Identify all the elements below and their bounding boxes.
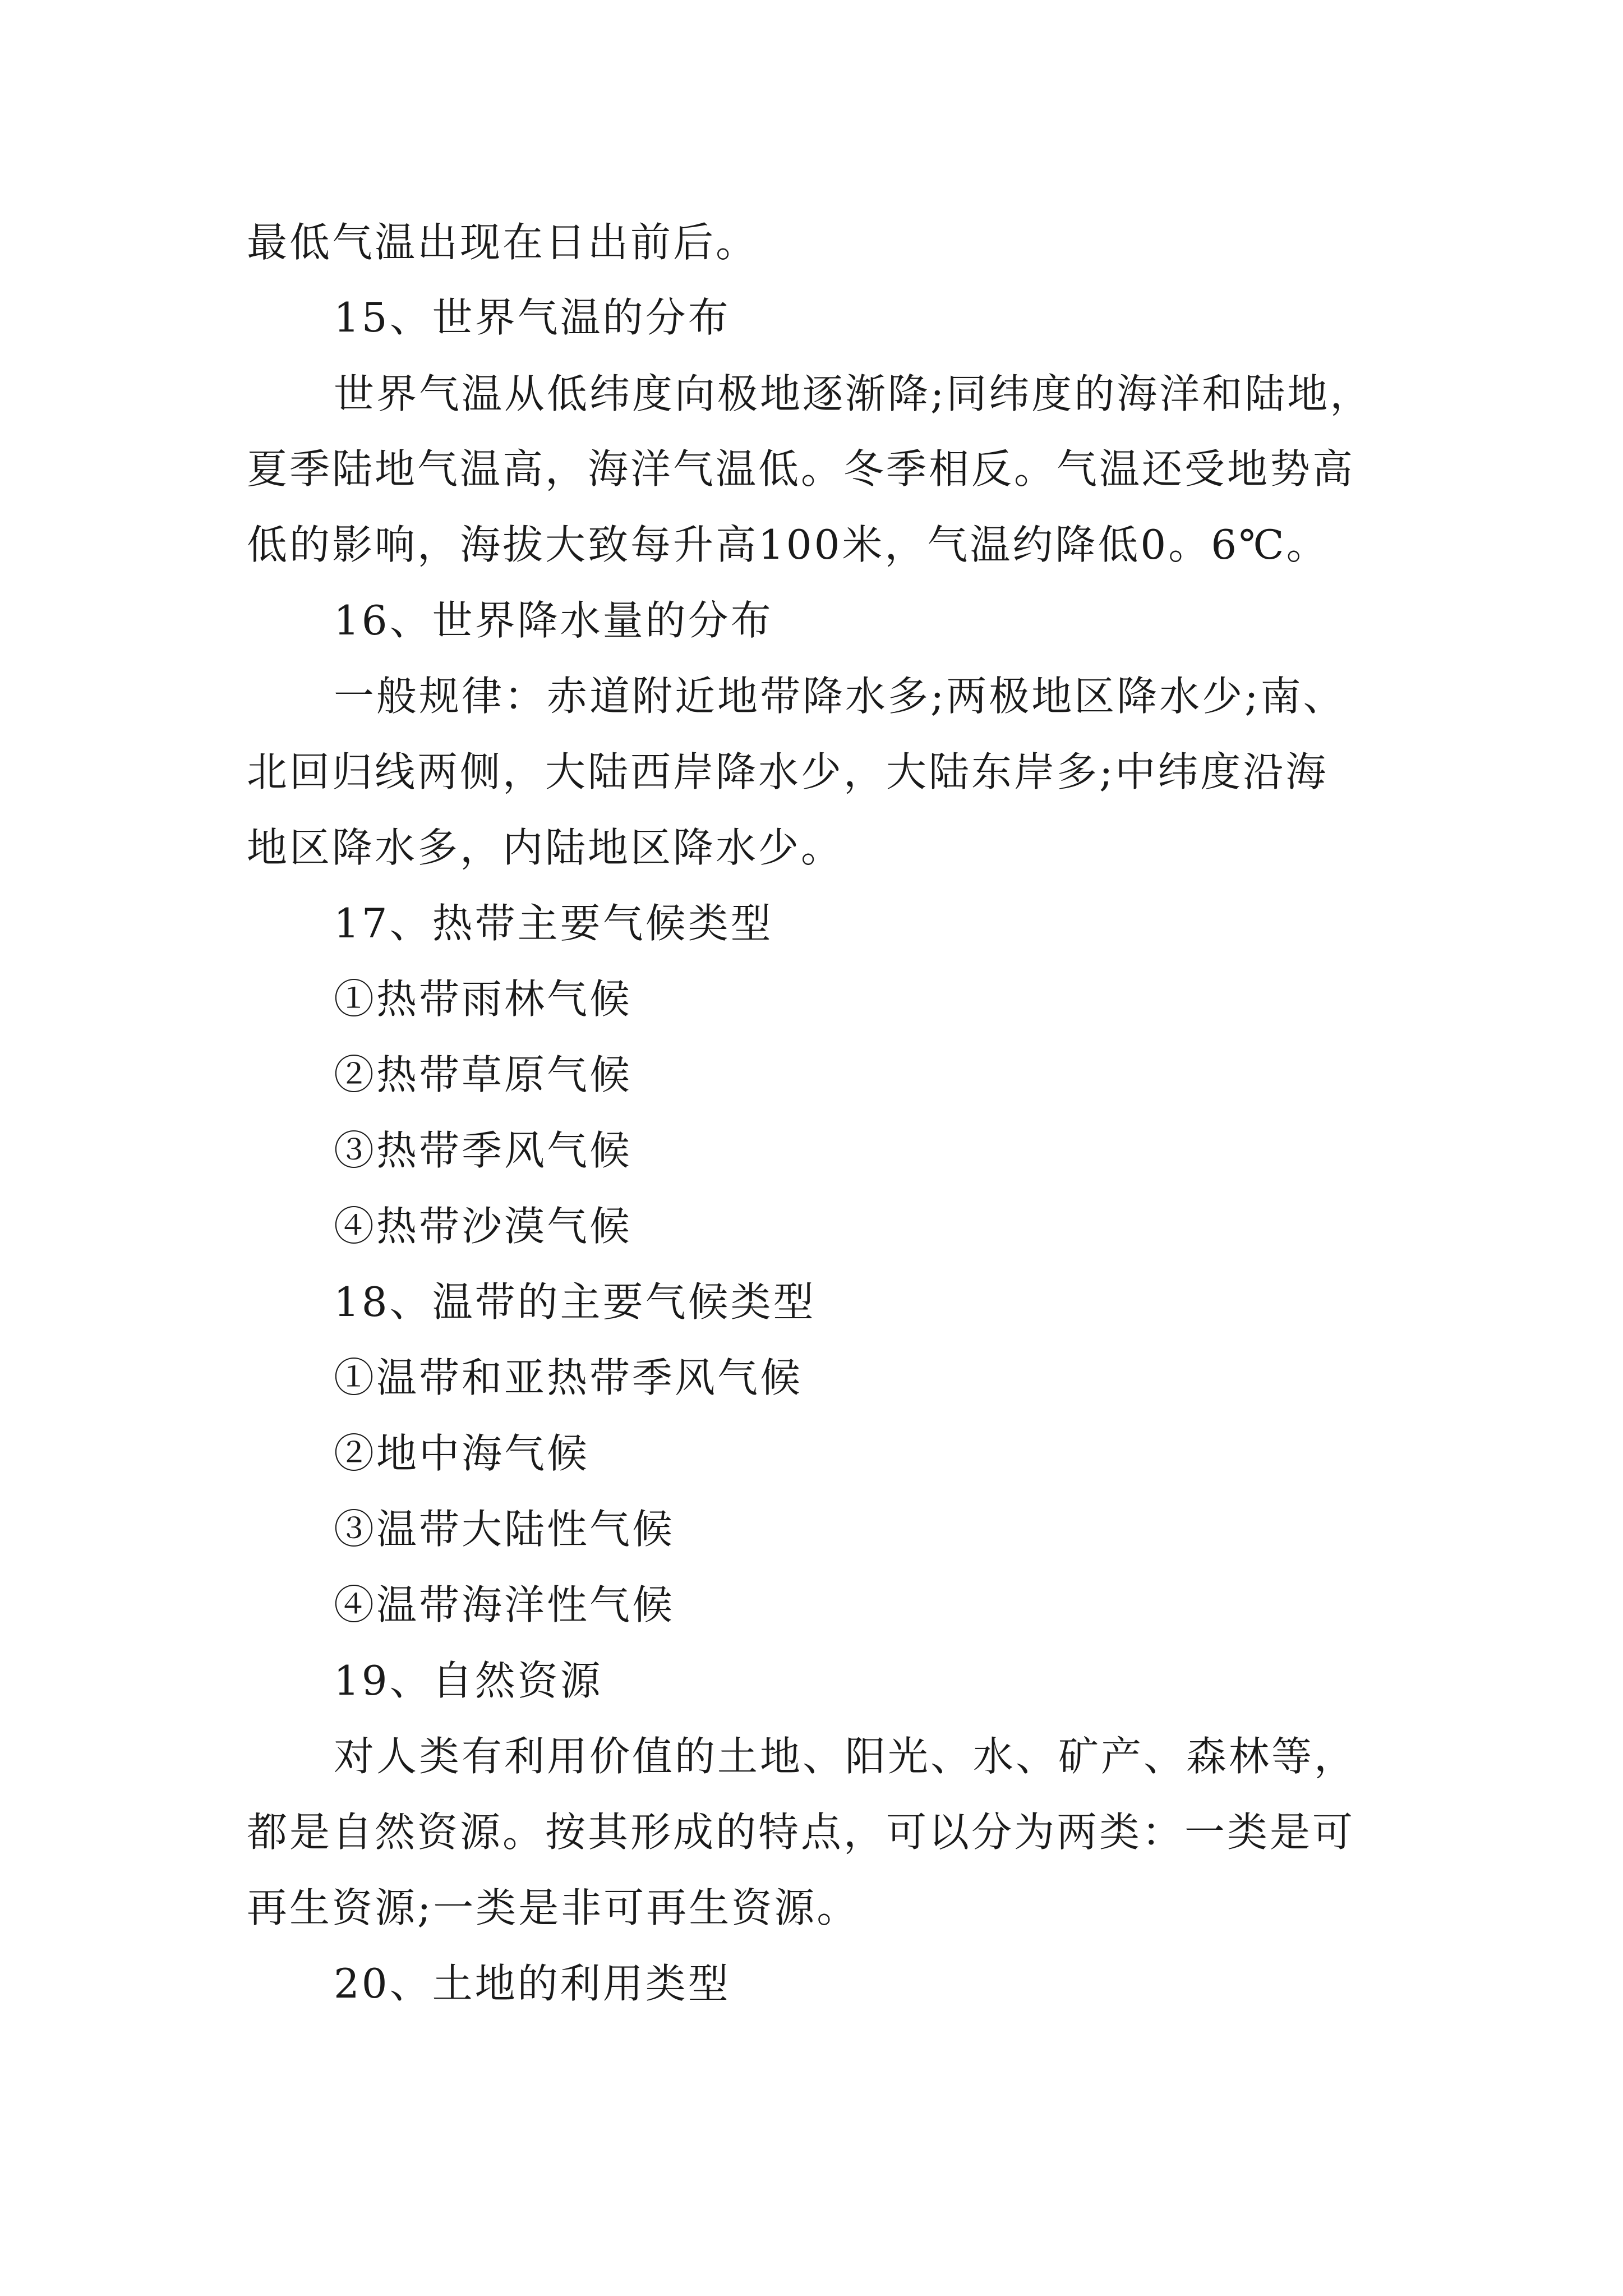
paragraph-line: 最低气温出现在日出前后。 xyxy=(247,219,759,266)
paragraph-line: 再生资源;一类是非可再生资源。 xyxy=(247,1884,860,1931)
section-heading-19: 19、自然资源 xyxy=(334,1657,603,1704)
list-item: ④温带海洋性气候 xyxy=(334,1581,675,1628)
list-item: ③热带季风气候 xyxy=(334,1127,633,1174)
section-heading-17: 17、热带主要气候类型 xyxy=(334,900,773,947)
paragraph-line: 夏季陆地气温高，海洋气温低。冬季相反。气温还受地势高 xyxy=(247,445,1355,493)
paragraph-line: 地区降水多，内陆地区降水少。 xyxy=(247,824,844,871)
section-heading-15: 15、世界气温的分布 xyxy=(334,294,731,341)
list-item: ①温带和亚热带季风气候 xyxy=(334,1354,803,1401)
list-item: ④热带沙漠气候 xyxy=(334,1203,633,1250)
list-item: ③温带大陆性气候 xyxy=(334,1506,675,1553)
section-heading-16: 16、世界降水量的分布 xyxy=(334,597,773,644)
paragraph-line: 对人类有利用价值的土地、阳光、水、矿产、森林等， xyxy=(334,1733,1357,1780)
list-item: ②地中海气候 xyxy=(334,1430,590,1477)
section-heading-20: 20、土地的利用类型 xyxy=(334,1960,731,2007)
paragraph-line: 一般规律：赤道附近地带降水多;两极地区降水少;南、 xyxy=(334,673,1346,720)
paragraph-line: 低的影响，海拔大致每升高100米，气温约降低0。6℃。 xyxy=(247,521,1329,568)
paragraph-line: 世界气温从低纬度向极地逐渐降;同纬度的海洋和陆地， xyxy=(334,370,1373,417)
list-item: ①热带雨林气候 xyxy=(334,976,633,1023)
paragraph-line: 都是自然资源。按其形成的特点，可以分为两类：一类是可 xyxy=(247,1809,1355,1856)
section-heading-18: 18、温带的主要气候类型 xyxy=(334,1278,816,1326)
paragraph-line: 北回归线两侧，大陆西岸降水少，大陆东岸多;中纬度沿海 xyxy=(247,748,1329,795)
list-item: ②热带草原气候 xyxy=(334,1051,633,1098)
